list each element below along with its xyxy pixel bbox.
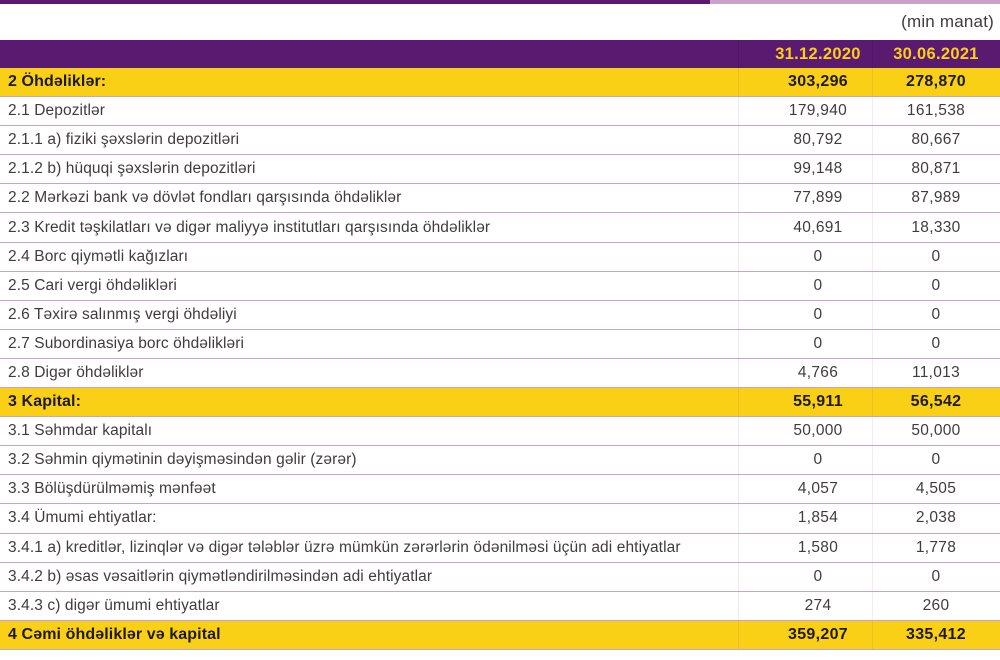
table-row — [0, 417, 1000, 446]
value-2021: 1,778 — [872, 533, 1000, 562]
row-label: 2.4 Borc qiymətli kağızları — [0, 242, 738, 271]
value-2020: 99,148 — [738, 155, 872, 184]
row-label: 2.1.1 a) fiziki şəxslərin depozitləri — [0, 126, 738, 155]
row-label: 2.1 Depozitlər — [0, 97, 738, 126]
row-label: 3.2 Səhmin qiymətinin dəyişməsindən gəlir (zərər) — [0, 446, 738, 475]
value-2021: 278,870 — [872, 68, 1000, 97]
table-row — [0, 533, 1000, 562]
table-header-row — [0, 40, 1000, 68]
row-label: 2.7 Subordinasiya borc öhdəlikləri — [0, 329, 738, 358]
row-label: 4 Cəmi öhdəliklər və kapital — [0, 620, 738, 649]
row-label: 3.4.2 b) əsas vəsaitlərin qiymətləndirilməsindən adi ehtiyatlar — [0, 562, 738, 591]
value-2021: 0 — [872, 329, 1000, 358]
table-row — [0, 562, 1000, 591]
table-row — [0, 300, 1000, 329]
value-2021: 4,505 — [872, 475, 1000, 504]
value-2020: 0 — [738, 329, 872, 358]
row-label: 2 Öhdəliklər: — [0, 68, 738, 97]
value-2020: 0 — [738, 446, 872, 475]
value-2020: 1,580 — [738, 533, 872, 562]
unit-note-row — [0, 4, 1000, 40]
table-row — [0, 504, 1000, 533]
value-2020: 179,940 — [738, 97, 872, 126]
value-2021: 87,989 — [872, 184, 1000, 213]
value-2020: 303,296 — [738, 68, 872, 97]
table-row — [0, 242, 1000, 271]
section-row — [0, 620, 1000, 649]
value-2021: 18,330 — [872, 213, 1000, 242]
section-row — [0, 68, 1000, 97]
row-label: 3.3 Bölüşdürülməmiş mənfəət — [0, 475, 738, 504]
table-row — [0, 155, 1000, 184]
unit-note: (min manat) — [901, 12, 994, 31]
row-label: 2.8 Digər öhdəliklər — [0, 358, 738, 387]
row-label: 2.5 Cari vergi öhdəlikləri — [0, 271, 738, 300]
value-2020: 4,057 — [738, 475, 872, 504]
table-row — [0, 329, 1000, 358]
row-label: 3.1 Səhmdar kapitalı — [0, 417, 738, 446]
value-2020: 0 — [738, 562, 872, 591]
value-2021: 50,000 — [872, 417, 1000, 446]
table-row — [0, 213, 1000, 242]
liabilities-capital-table — [0, 40, 1000, 650]
value-2020: 77,899 — [738, 184, 872, 213]
row-label: 3.4 Ümumi ehtiyatlar: — [0, 504, 738, 533]
row-label: 2.6 Təxirə salınmış vergi öhdəliyi — [0, 300, 738, 329]
table-row — [0, 97, 1000, 126]
value-2021: 335,412 — [872, 620, 1000, 649]
value-2020: 55,911 — [738, 388, 872, 417]
header-date-column-1: 31.12.2020 — [738, 40, 872, 68]
value-2020: 274 — [738, 591, 872, 620]
value-2020: 40,691 — [738, 213, 872, 242]
value-2020: 4,766 — [738, 358, 872, 387]
value-2021: 11,013 — [872, 358, 1000, 387]
value-2021: 56,542 — [872, 388, 1000, 417]
table-row — [0, 475, 1000, 504]
value-2021: 0 — [872, 271, 1000, 300]
table-body — [0, 68, 1000, 649]
value-2021: 2,038 — [872, 504, 1000, 533]
section-row — [0, 388, 1000, 417]
value-2021: 260 — [872, 591, 1000, 620]
table-row — [0, 358, 1000, 387]
row-label: 3 Kapital: — [0, 388, 738, 417]
table-row — [0, 591, 1000, 620]
value-2020: 0 — [738, 271, 872, 300]
value-2021: 0 — [872, 242, 1000, 271]
header-empty-cell — [0, 40, 738, 68]
value-2020: 359,207 — [738, 620, 872, 649]
value-2020: 0 — [738, 242, 872, 271]
table-row — [0, 126, 1000, 155]
row-label: 3.4.3 c) digər ümumi ehtiyatlar — [0, 591, 738, 620]
value-2020: 50,000 — [738, 417, 872, 446]
value-2020: 80,792 — [738, 126, 872, 155]
header-date-column-2: 30.06.2021 — [872, 40, 1000, 68]
row-label: 3.4.1 a) kreditlər, lizinqlər və digər tələblər üzrə mümkün zərərlərin ödənilməsi üçün adi ehtiyatlar — [0, 533, 738, 562]
value-2021: 0 — [872, 562, 1000, 591]
row-label: 2.3 Kredit təşkilatları və digər maliyyə institutları qarşısında öhdəliklər — [0, 213, 738, 242]
value-2021: 161,538 — [872, 97, 1000, 126]
table-row — [0, 446, 1000, 475]
value-2021: 80,667 — [872, 126, 1000, 155]
value-2020: 1,854 — [738, 504, 872, 533]
table-row — [0, 184, 1000, 213]
row-label: 2.1.2 b) hüquqi şəxslərin depozitləri — [0, 155, 738, 184]
table-row — [0, 271, 1000, 300]
value-2020: 0 — [738, 300, 872, 329]
value-2021: 80,871 — [872, 155, 1000, 184]
value-2021: 0 — [872, 446, 1000, 475]
value-2021: 0 — [872, 300, 1000, 329]
row-label: 2.2 Mərkəzi bank və dövlət fondları qarşısında öhdəliklər — [0, 184, 738, 213]
